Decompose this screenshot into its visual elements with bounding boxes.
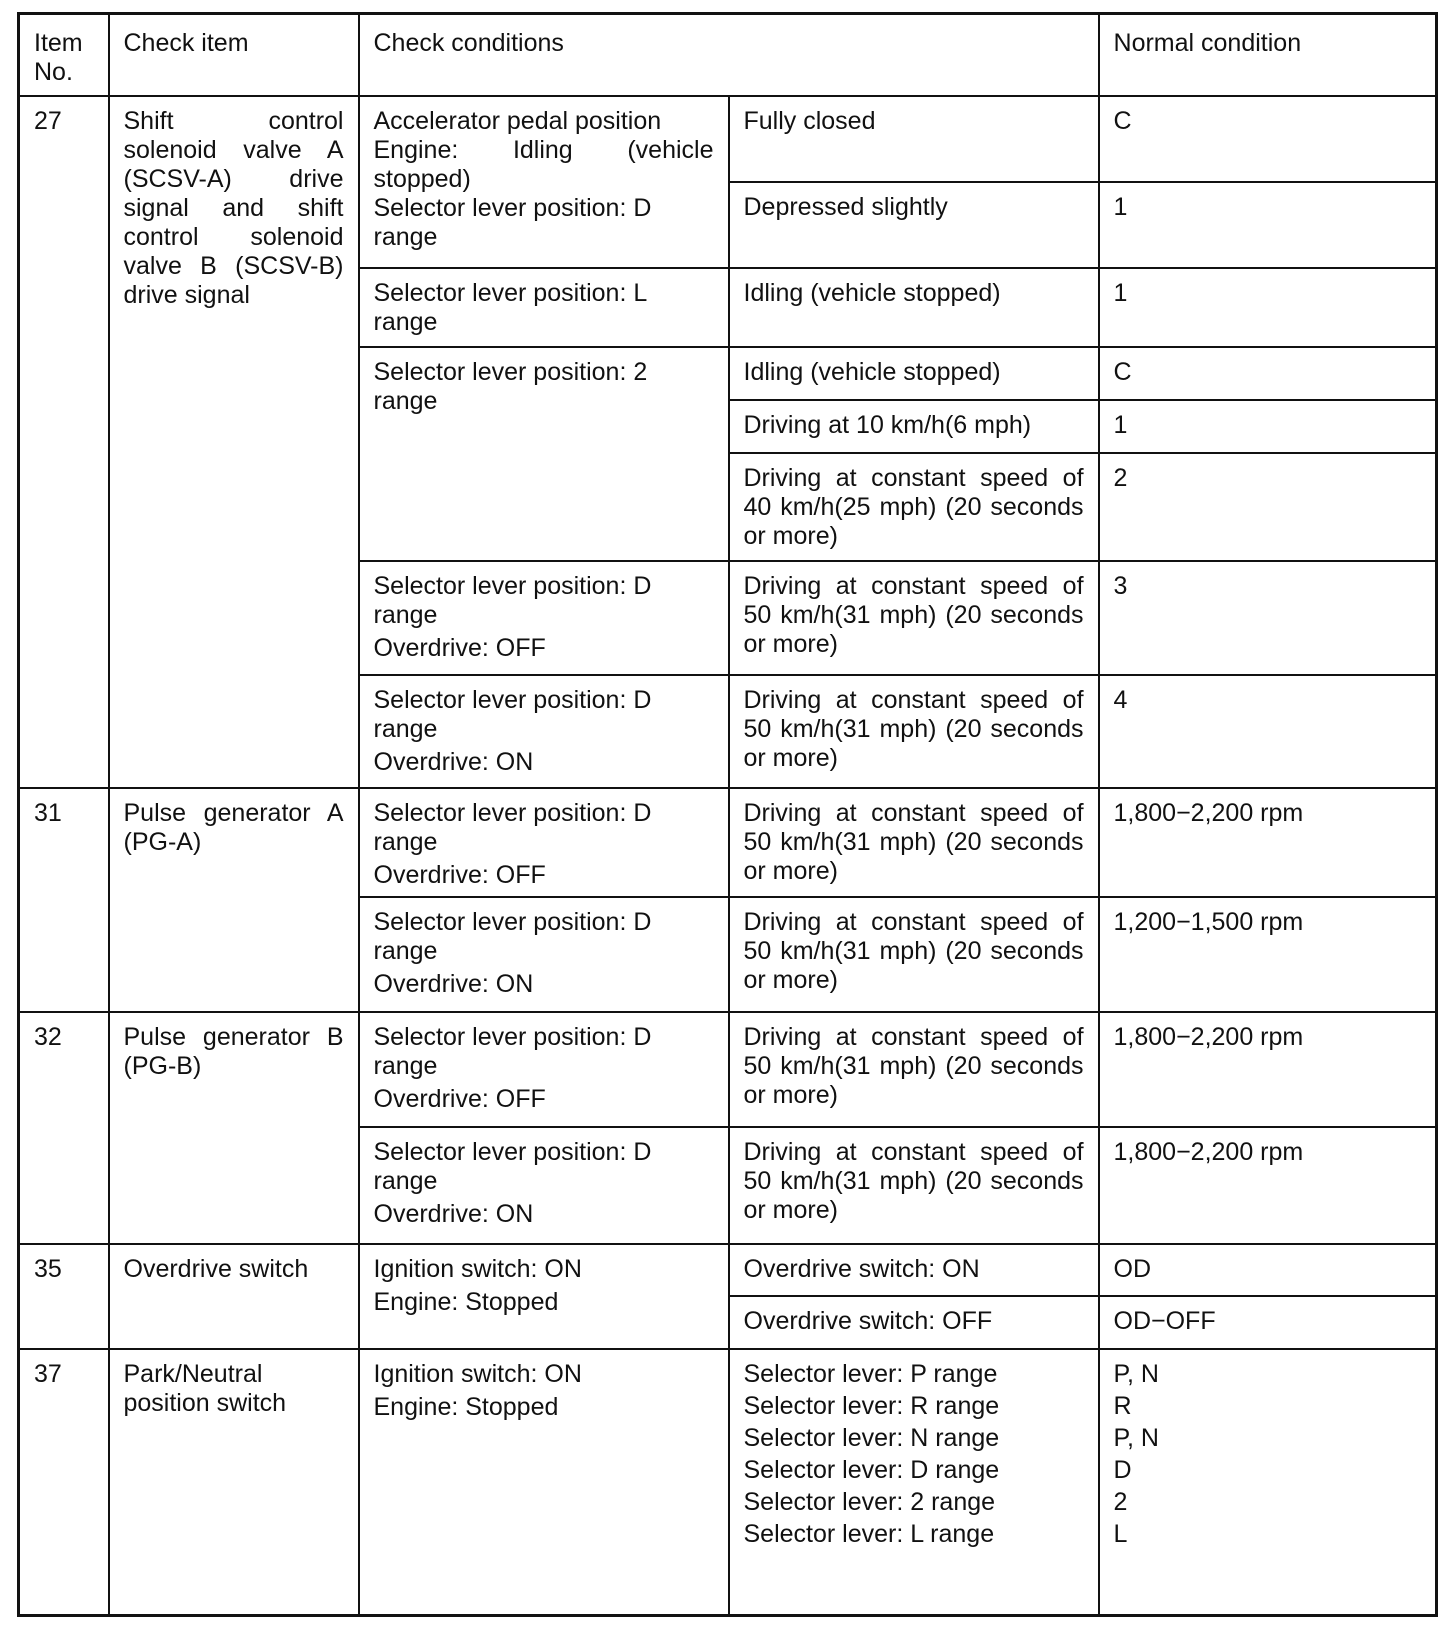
item-no-27: 27 <box>19 96 109 788</box>
normal-value: 4 <box>1099 675 1437 788</box>
normal-value: D <box>1113 1455 1132 1484</box>
condition-text: Overdrive: OFF <box>373 633 546 662</box>
table-row <box>19 1244 1437 1296</box>
table-row <box>19 1349 1437 1616</box>
header-check-conditions: Check conditions <box>359 14 1099 96</box>
sub-condition: Overdrive switch: OFF <box>729 1296 1099 1349</box>
sub-condition: Idling (vehicle stopped) <box>729 347 1099 400</box>
condition-cell <box>359 1012 729 1127</box>
normal-value: 3 <box>1099 561 1437 675</box>
condition-text: Selector lever position: D range <box>373 907 652 965</box>
normal-value: L <box>1113 1519 1128 1548</box>
condition-cell <box>359 1127 729 1244</box>
sub-condition: Depressed slightly <box>729 182 1099 268</box>
condition-text: Selector lever position: D range <box>373 798 652 856</box>
normal-value: 1,800−2,200 rpm <box>1099 788 1437 897</box>
normal-value: 2 <box>1113 1487 1128 1516</box>
condition-text: Overdrive: ON <box>373 969 534 998</box>
condition-cell <box>359 1349 729 1616</box>
sub-condition: Driving at constant speed of 50 km/h(31 mph) (20 seconds or more) <box>729 1127 1099 1244</box>
sub-condition: Selector lever: N range <box>743 1423 1000 1452</box>
condition-cell: Selector lever position: L range <box>359 268 729 347</box>
normal-value: OD−OFF <box>1099 1296 1437 1349</box>
condition-text: Selector lever position: D range <box>373 193 652 251</box>
condition-cell <box>359 1244 729 1349</box>
condition-text: Engine: Idling (vehicle stopped) <box>373 135 714 193</box>
sub-condition: Driving at constant speed of 50 km/h(31 mph) (20 seconds or more) <box>729 897 1099 1012</box>
sub-condition: Driving at constant speed of 50 km/h(31 mph) (20 seconds or more) <box>729 561 1099 675</box>
check-item-32: Pulse generator B (PG-B) <box>109 1012 359 1244</box>
normal-value: C <box>1099 96 1437 182</box>
inspection-table <box>17 12 1438 1617</box>
sub-condition: Selector lever: R range <box>743 1391 1000 1420</box>
condition-text: Overdrive: OFF <box>373 1084 546 1113</box>
condition-cell: Selector lever position: 2 range <box>359 347 729 561</box>
sub-condition: Selector lever: P range <box>743 1359 998 1388</box>
check-item-35: Overdrive switch <box>109 1244 359 1349</box>
normal-value: OD <box>1099 1244 1437 1296</box>
sub-condition: Selector lever: D range <box>743 1455 1000 1484</box>
sub-condition: Driving at constant speed of 50 km/h(31 mph) (20 seconds or more) <box>729 675 1099 788</box>
condition-text: Engine: Stopped <box>373 1392 559 1421</box>
normal-value: 1,200−1,500 rpm <box>1099 897 1437 1012</box>
sub-condition: Selector lever: 2 range <box>743 1487 996 1516</box>
normal-value: 1,800−2,200 rpm <box>1099 1012 1437 1127</box>
condition-text: Selector lever position: D range <box>373 571 652 629</box>
header-row <box>19 14 1437 96</box>
sub-condition: Idling (vehicle stopped) <box>729 268 1099 347</box>
normal-value-list <box>1099 1349 1437 1616</box>
header-normal-condition: Normal condition <box>1099 14 1437 96</box>
normal-value: 2 <box>1099 453 1437 561</box>
condition-cell <box>359 561 729 675</box>
condition-text: Overdrive: OFF <box>373 860 546 889</box>
item-no-31: 31 <box>19 788 109 1012</box>
sub-condition: Driving at constant speed of 50 km/h(31 mph) (20 seconds or more) <box>729 1012 1099 1127</box>
inspection-table-container <box>17 12 1435 1617</box>
condition-text: Ignition switch: ON <box>373 1359 582 1388</box>
condition-text: Selector lever position: D range <box>373 1137 652 1195</box>
condition-cell <box>359 897 729 1012</box>
condition-text: Accelerator pedal position <box>373 106 662 135</box>
condition-text: Selector lever position: D range <box>373 685 652 743</box>
header-item-no: Item No. <box>19 14 109 96</box>
condition-text: Overdrive: ON <box>373 1199 534 1228</box>
check-item-31: Pulse generator A (PG-A) <box>109 788 359 1012</box>
normal-value: R <box>1113 1391 1132 1420</box>
table-row <box>19 788 1437 897</box>
check-item-27: Shift control solenoid valve A (SCSV-A) drive signal and shift control solenoid valve B (SCSV-B) drive signal <box>109 96 359 788</box>
normal-value: C <box>1099 347 1437 400</box>
normal-value: 1 <box>1099 268 1437 347</box>
normal-value: 1 <box>1099 400 1437 453</box>
condition-text: Overdrive: ON <box>373 747 534 776</box>
sub-condition: Overdrive switch: ON <box>729 1244 1099 1296</box>
check-item-37: Park/Neutral position switch <box>109 1349 359 1616</box>
header-check-item: Check item <box>109 14 359 96</box>
condition-cell <box>359 788 729 897</box>
sub-condition: Fully closed <box>729 96 1099 182</box>
item-no-35: 35 <box>19 1244 109 1349</box>
condition-cell <box>359 675 729 788</box>
sub-condition: Selector lever: L range <box>743 1519 995 1548</box>
sub-condition: Driving at 10 km/h(6 mph) <box>729 400 1099 453</box>
condition-text: Selector lever position: D range <box>373 1022 652 1080</box>
table-row <box>19 96 1437 182</box>
normal-value: 1,800−2,200 rpm <box>1099 1127 1437 1244</box>
normal-value: 1 <box>1099 182 1437 268</box>
sub-condition-list <box>729 1349 1099 1616</box>
item-no-37: 37 <box>19 1349 109 1616</box>
table-row <box>19 1012 1437 1127</box>
condition-text: Engine: Stopped <box>373 1287 559 1316</box>
sub-condition: Driving at constant speed of 40 km/h(25 mph) (20 seconds or more) <box>729 453 1099 561</box>
normal-value: P, N <box>1113 1359 1159 1388</box>
sub-condition: Driving at constant speed of 50 km/h(31 mph) (20 seconds or more) <box>729 788 1099 897</box>
condition-cell <box>359 96 729 268</box>
normal-value: P, N <box>1113 1423 1159 1452</box>
condition-text: Ignition switch: ON <box>373 1254 582 1283</box>
item-no-32: 32 <box>19 1012 109 1244</box>
